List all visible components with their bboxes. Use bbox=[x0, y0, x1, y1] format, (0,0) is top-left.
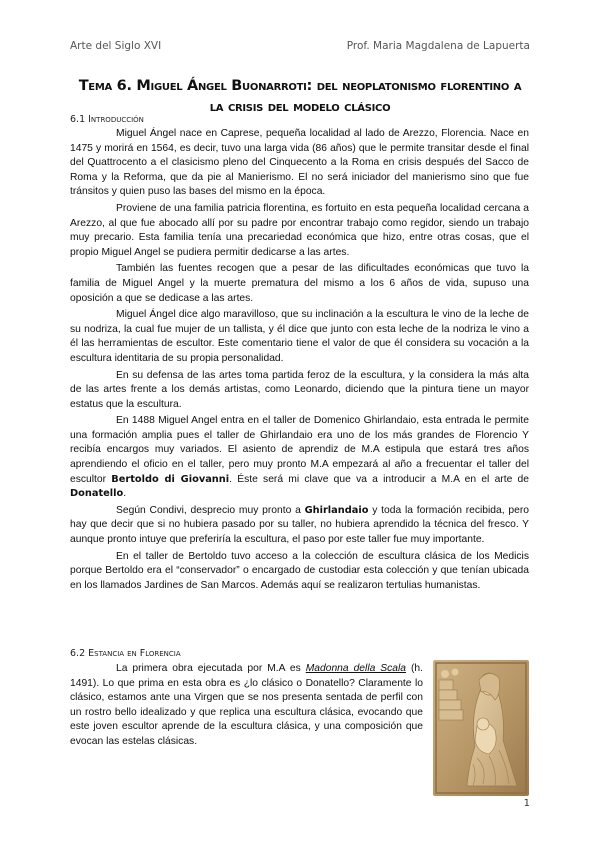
section-introduccion-body bbox=[70, 127, 529, 595]
paragraph: En su defensa de las artes toma partida feroz de la escultura, y la considera la más alta de las artes frente a los demás artistas, como Leonardo, diciendo que la pintura tiene un mayor estatus que la escultura. bbox=[70, 369, 529, 410]
paragraph-text: La primera obra ejecutada por M.A es bbox=[116, 663, 306, 674]
section-heading-introduccion: 6.1 Introducción bbox=[70, 114, 144, 125]
paragraph-text: . Éste será mi clave que va a introducir a M.A en el arte de bbox=[229, 473, 529, 485]
paragraph bbox=[70, 504, 529, 548]
paragraph: Miguel Ángel dice algo maravilloso, que su inclinación a la escultura le vino de la leche de su nodriza, la cual fue mujer de un tallista, y él dice que junto con esta leche de la nodriza le vino a él las herramientas de escultor. Este comentario tiene el valor de que él considera su vocación a la escultura identitaria de su propia personalidad. bbox=[70, 309, 529, 364]
artwork-title-madonna-della-scala: Madonna della Scala bbox=[305, 663, 407, 674]
paragraph: En el taller de Bertoldo tuvo acceso a la colección de escultura clásica de los Medicis porque Bertoldo era el “conservador” o encargado de custodiar esta colección y que tenían ubicada en los llamados Jardines de San Marcos. Además aquí se realizaron tertulias humanistas. bbox=[70, 550, 529, 591]
header-course-title: Arte del Siglo XVI bbox=[70, 40, 162, 52]
paragraph: Proviene de una familia patricia florentina, es fortuito en esta pequeña localidad cercana a Arezzo, al que fue abocado allí por su padre por encontrar trabajo como regidor, siendo un trabajo muy precario. Esta familia tenía una precariedad económica que hizo, entre otras cosas, que el propio Miguel Angel se pudiera permitir dedicarse a las artes. bbox=[70, 202, 529, 258]
document-title bbox=[70, 76, 530, 118]
paragraph-text: (h. 1491). Lo que prima en esta obra es ¿lo clásico o Donatello? Claramente lo clásico, estamos ante una Virgen que se nos presenta sentada de perfil con un rostro bello idealizado y que replica una escultura clásica, evocando que este joven escultor aprende de la escultura clásica, y una composición que evocan las estelas clásicas. bbox=[70, 663, 423, 747]
madonna-della-scala-relief-image bbox=[433, 660, 529, 796]
section-heading-estancia-florencia: 6.2 Estancia en Florencia bbox=[70, 648, 181, 659]
bold-name-bertoldo: Bertoldo di Giovanni bbox=[111, 473, 230, 485]
bold-name-ghirlandaio: Ghirlandaio bbox=[304, 504, 369, 516]
title-line-2: la crisis del modelo clásico bbox=[209, 99, 391, 115]
section-estancia-body bbox=[70, 662, 423, 750]
paragraph-text: y toda la formación recibida, pero hay que decir que si no hubiera pasado por su taller, no hubiera aprendido la técnica del fresco. Y aunque pronto intuye que preferiría la escultura, el paso por este taller fue muy importante. bbox=[70, 504, 529, 546]
page-number: 1 bbox=[523, 798, 530, 809]
paragraph-text: En 1488 Miguel Angel entra en el taller de Domenico Ghirlandaio, esta entrada le permite una formación amplia pues el taller de Ghirlandaio era uno de los más grandes de Florencio Y recibía encargos muy variados. El asiento de aprendiz de M.A estipula que estará tres años aprendiendo el oficio en el taller, pero muy pronto M.A empezará al año a frecuentar el taller del escultor bbox=[70, 415, 529, 485]
header-professor-name: Prof. Maria Magdalena de Lapuerta bbox=[346, 40, 530, 52]
paragraph bbox=[70, 414, 529, 502]
paragraph: También las fuentes recogen que a pesar de las dificultades económicas que tuvo la familia de Miguel Angel y la muerte prematura del mismo a los 6 años de vida, supuso una oposición a que se dedicase a las artes. bbox=[70, 263, 529, 304]
paragraph bbox=[70, 662, 423, 750]
paragraph-text: Según Condivi, desprecio muy pronto a bbox=[116, 504, 305, 516]
title-line-1: Tema 6. Miguel Ángel Buonarroti: del neoplatonismo florentino a bbox=[78, 78, 522, 94]
bold-name-donatello: Donatello bbox=[70, 488, 124, 500]
paragraph-text: . bbox=[123, 488, 127, 500]
paragraph: Miguel Ángel nace en Caprese, pequeña localidad al lado de Arezzo, Florencia. Nace en 1475 y morirá en 1564, es decir, tuvo una larga vida (86 años) que le permite transitar desde el final del Quattrocento a el clasicismo pleno del Cinquecento a la Roma en crisis después del Sacco de Roma y la Reforma, que da pie al Manierismo. El no será iniciador del manierismo sino que fue tránsitos y quien puso las bases del mismo en la época. bbox=[70, 128, 529, 198]
